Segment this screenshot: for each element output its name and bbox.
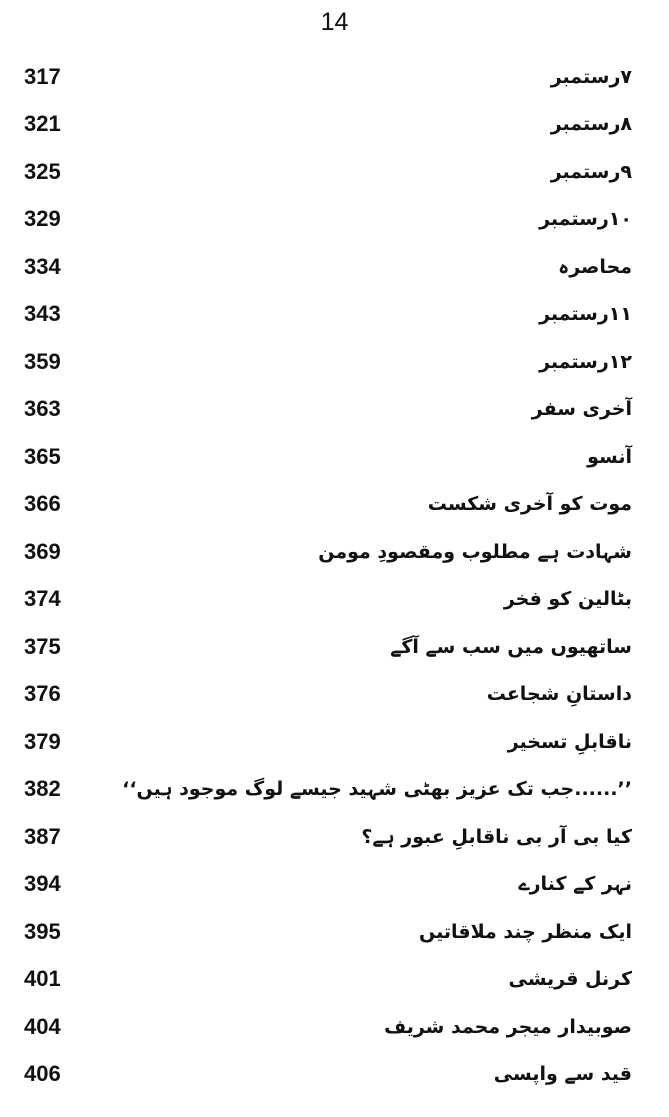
toc-title: ۷رستمبر	[550, 65, 632, 88]
toc-entry	[20, 1051, 650, 1099]
toc-title: نہر کے کنارے	[518, 873, 632, 896]
table-of-contents	[20, 53, 650, 1098]
page-number: 14	[320, 8, 349, 36]
toc-title: ۱۰رستمبر	[539, 208, 632, 231]
toc-entry	[20, 528, 650, 576]
toc-page-number: 343	[24, 301, 61, 327]
toc-page-number: 363	[24, 396, 61, 422]
toc-page-number: 376	[24, 681, 61, 707]
toc-entry	[20, 671, 650, 719]
toc-entry	[20, 291, 650, 339]
toc-entry	[20, 813, 650, 861]
toc-entry	[20, 101, 650, 149]
toc-entry	[20, 481, 650, 529]
toc-entry	[20, 576, 650, 624]
toc-page-number: 366	[24, 491, 61, 517]
toc-page-number: 387	[24, 823, 61, 849]
toc-title: شہادت ہے مطلوب ومقصودِ مومن	[318, 540, 632, 563]
toc-title: ایک منظر چند ملاقاتیں	[419, 920, 632, 943]
toc-page-number: 334	[24, 253, 61, 279]
toc-page-number: 325	[24, 158, 61, 184]
toc-title: آخری سفر	[531, 398, 632, 421]
toc-page-number: 359	[24, 348, 61, 374]
toc-entry	[20, 861, 650, 909]
toc-entry	[20, 338, 650, 386]
toc-entry	[20, 1003, 650, 1051]
toc-title: داستانِ شجاعت	[486, 683, 632, 706]
toc-page-number: 401	[24, 966, 61, 992]
toc-title: موت کو آخری شکست	[427, 493, 632, 516]
toc-page-number: 321	[24, 111, 61, 137]
toc-page-number: 365	[24, 443, 61, 469]
toc-entry	[20, 908, 650, 956]
toc-entry	[20, 53, 650, 101]
toc-title: ۹رستمبر	[550, 160, 632, 183]
toc-page-number: 406	[24, 1061, 61, 1087]
toc-entry	[20, 766, 650, 814]
toc-page-number: 379	[24, 728, 61, 754]
toc-page-number: 382	[24, 776, 61, 802]
toc-title: ’’......جب تک عزیز بھٹی شہید جیسے لوگ موجود ہیں‘‘	[122, 778, 632, 801]
toc-page-number: 369	[24, 538, 61, 564]
toc-entry	[20, 623, 650, 671]
toc-title: قید سے واپسی	[493, 1063, 632, 1086]
toc-title: بٹالین کو فخر	[503, 588, 632, 611]
toc-page-number: 375	[24, 633, 61, 659]
toc-entry	[20, 433, 650, 481]
toc-title: محاصرہ	[558, 255, 632, 278]
toc-page-number: 374	[24, 586, 61, 612]
toc-title: کیا بی آر بی ناقابلِ عبور ہے؟	[361, 825, 632, 848]
toc-title: ۱۱رستمبر	[539, 303, 632, 326]
toc-entry	[20, 243, 650, 291]
toc-page-number: 329	[24, 206, 61, 232]
toc-title: ناقابلِ تسخیر	[507, 730, 632, 753]
toc-entry	[20, 386, 650, 434]
toc-page-number: 394	[24, 871, 61, 897]
toc-title: ساتھیوں میں سب سے آگے	[390, 635, 632, 658]
toc-entry	[20, 196, 650, 244]
toc-title: آنسو	[587, 445, 632, 468]
toc-page-number: 317	[24, 63, 61, 89]
toc-page-number: 404	[24, 1013, 61, 1039]
toc-title: صوبیدار میجر محمد شریف	[384, 1015, 632, 1038]
toc-entry	[20, 718, 650, 766]
toc-title: کرنل قریشی	[508, 968, 632, 991]
toc-title: ۱۲رستمبر	[539, 350, 632, 373]
toc-page-number: 395	[24, 918, 61, 944]
toc-title: ۸رستمبر	[550, 113, 632, 136]
toc-entry	[20, 956, 650, 1004]
toc-entry	[20, 148, 650, 196]
